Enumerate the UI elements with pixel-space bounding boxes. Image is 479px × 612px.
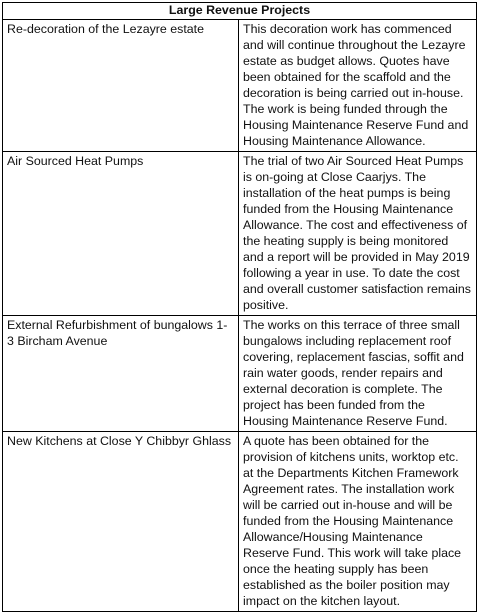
table-row xyxy=(3,20,477,152)
project-name-cell: Air Sourced Heat Pumps xyxy=(3,152,239,316)
table-title-row xyxy=(3,3,477,20)
table-row xyxy=(3,152,477,316)
table-title: Large Revenue Projects xyxy=(3,3,477,20)
table-row xyxy=(3,432,477,612)
document-page xyxy=(2,2,476,612)
project-name-cell: External Refurbishment of bungalows 1-3 Bircham Avenue xyxy=(3,316,239,432)
project-details-cell: The trial of two Air Sourced Heat Pumps is on-going at Close Caarjys. The installation of the heat pumps is being funded from the Housing Maintenance Allowance. The cost and effectiveness of the heating supply is being monitored and a report will be provided in May 2019 following a year in use. To date the cost and overall customer satisfaction remains positive. xyxy=(239,152,477,316)
large-revenue-projects-table xyxy=(2,2,477,612)
table-row xyxy=(3,316,477,432)
project-details-cell: This decoration work has commenced and will continue throughout the Lezayre estate as budget allows. Quotes have been obtained for the scaffold and the decoration is being carried out in-house. The work is being funded through the Housing Maintenance Reserve Fund and Housing Maintenance Allowance. xyxy=(239,20,477,152)
project-details-cell: The works on this terrace of three small bungalows including replacement roof covering, replacement fascias, soffit and rain water goods, render repairs and external decoration is complete. The project has been funded from the Housing Maintenance Reserve Fund. xyxy=(239,316,477,432)
project-name-cell: Re-decoration of the Lezayre estate xyxy=(3,20,239,152)
project-details-cell: A quote has been obtained for the provision of kitchens units, worktop etc. at the Departments Kitchen Framework Agreement rates. The installation work will be carried out in-house and will be funded from the Housing Maintenance Allowance/Housing Maintenance Reserve Fund. This work will take place once the heating supply has been established as the boiler position may impact on the kitchen layout. xyxy=(239,432,477,612)
project-name-cell: New Kitchens at Close Y Chibbyr Ghlass xyxy=(3,432,239,612)
